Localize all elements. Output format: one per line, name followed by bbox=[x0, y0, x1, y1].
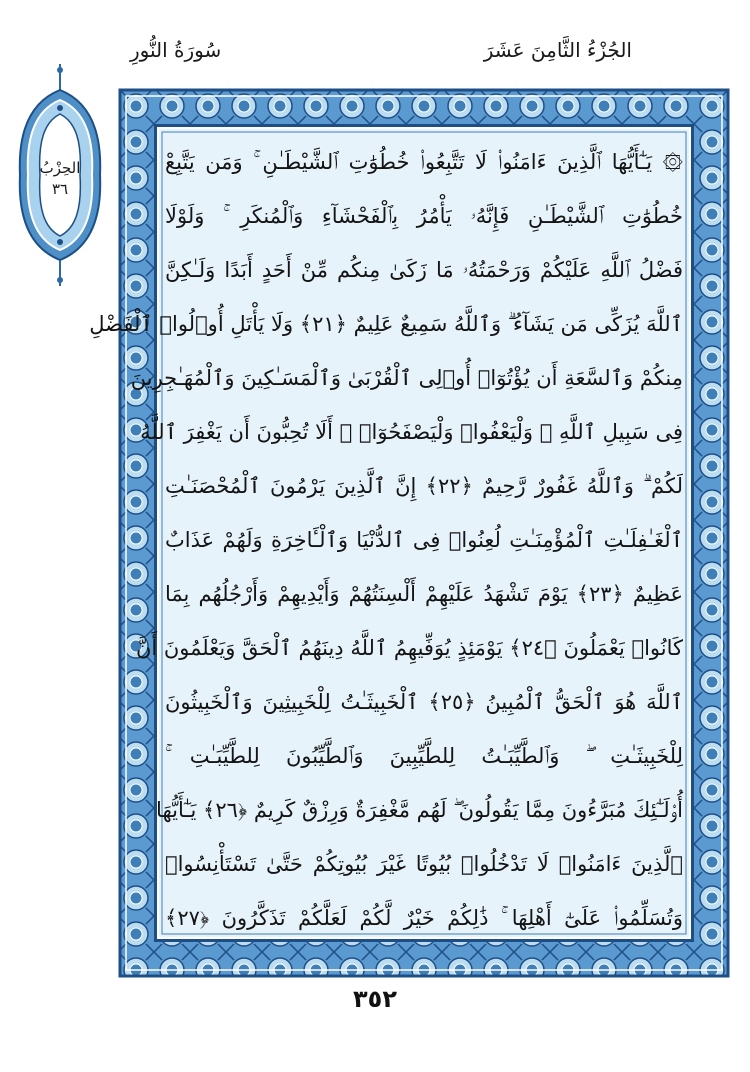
verse-line: خُطُوَٰتِ ٱلشَّيْطَـٰنِ فَإِنَّهُۥ يَأْمُرُ بِٱلْفَحْشَآءِ وَٱلْمُنكَرِ ۚ وَلَوْلَا bbox=[165, 204, 683, 228]
verse-line: ٱلْغَـٰفِلَـٰتِ ٱلْمُؤْمِنَـٰتِ لُعِنُوا۟ فِى ٱلدُّنْيَا وَٱلْـَٔاخِرَةِ وَلَهُمْ عَذَابٌ bbox=[165, 528, 683, 552]
verse-line: ٱللَّهَ هُوَ ٱلْحَقُّ ٱلْمُبِينُ ﴿٢٥﴾ ٱلْخَبِيثَـٰتُ لِلْخَبِيثِينَ وَٱلْخَبِيثُونَ bbox=[165, 690, 683, 714]
verse-line: ٱللَّهَ يُزَكِّى مَن يَشَآءُ ۗ وَٱللَّهُ سَمِيعٌ عَلِيمٌ ﴿٢١﴾ وَلَا يَأْتَلِ أُو۟لُوا۟ ٱلْفَضْلِ bbox=[89, 312, 683, 336]
juz-name: الجُزْءُ الثَّامِنَ عَشَرَ bbox=[483, 38, 632, 62]
verses-block bbox=[89, 139, 683, 930]
verse-line: لَكُمْ ۗ وَٱللَّهُ غَفُورٌ رَّحِيمٌ ﴿٢٢﴾ إِنَّ ٱلَّذِينَ يَرْمُونَ ٱلْمُحْصَنَـٰتِ bbox=[165, 474, 683, 498]
verse-line: أُو۟لَـٰٓئِكَ مُبَرَّءُونَ مِمَّا يَقُولُونَ ۖ لَهُم مَّغْفِرَةٌ وَرِزْقٌ كَرِيمٌ ﴿٢٦﴾ يَـٰٓأَيُّهَا bbox=[156, 798, 683, 822]
verse-line: وَتُسَلِّمُوا۟ عَلَىٰٓ أَهْلِهَا ۚ ذَٰلِكُمْ خَيْرٌ لَّكُمْ لَعَلَّكُمْ تَذَكَّرُونَ ﴿٢٧﴾ bbox=[165, 906, 683, 930]
verse-line: مِنكُمْ وَٱلسَّعَةِ أَن يُؤْتُوٓا۟ أُو۟لِى ٱلْقُرْبَىٰ وَٱلْمَسَـٰكِينَ وَٱلْمُهَـٰجِرِينَ bbox=[130, 366, 683, 390]
hizb-label: الحِزْبُ bbox=[39, 159, 81, 177]
verse-line: فِى سَبِيلِ ٱللَّهِ ۖ وَلْيَعْفُوا۟ وَلْيَصْفَحُوٓا۟ ۗ أَلَا تُحِبُّونَ أَن يَغْفِرَ ٱللَّهُ bbox=[140, 420, 683, 444]
verse-line: فَضْلُ ٱللَّهِ عَلَيْكُمْ وَرَحْمَتُهُۥ مَا زَكَىٰ مِنكُم مِّنْ أَحَدٍ أَبَدًا وَلَـٰكِنَّ bbox=[165, 258, 683, 282]
verse-line: كَانُوا۟ يَعْمَلُونَ ﴿٢٤﴾ يَوْمَئِذٍ يُوَفِّيهِمُ ٱللَّهُ دِينَهُمُ ٱلْحَقَّ وَيَعْلَمُونَ أَنَّ bbox=[135, 636, 683, 660]
page-number: ٣٥٢ bbox=[353, 985, 397, 1013]
hizb-number: ٣٦ bbox=[51, 180, 69, 198]
surah-name: سُورَةُ النُّورِ bbox=[130, 38, 222, 62]
verse-line: لِلْخَبِيثَـٰتِ ۖ وَٱلطَّيِّبَـٰتُ لِلطَّيِّبِينَ وَٱلطَّيِّبُونَ لِلطَّيِّبَـٰتِ ۚ bbox=[165, 744, 683, 768]
verse-line: ٱلَّذِينَ ءَامَنُوا۟ لَا تَدْخُلُوا۟ بُيُوتًا غَيْرَ بُيُوتِكُمْ حَتَّىٰ تَسْتَأْنِسُوا۟ bbox=[165, 852, 683, 876]
hizb-marker bbox=[14, 62, 106, 288]
verse-line: عَظِيمٌ ﴿٢٣﴾ يَوْمَ تَشْهَدُ عَلَيْهِمْ أَلْسِنَتُهُمْ وَأَيْدِيهِمْ وَأَرْجُلُهُم بِمَا bbox=[165, 582, 683, 606]
verse-line: ۞ يَـٰٓأَيُّهَا ٱلَّذِينَ ءَامَنُوا۟ لَا تَتَّبِعُوا۟ خُطُوَٰتِ ٱلشَّيْطَـٰنِ ۚ وَمَن يَتَّبِعْ bbox=[165, 150, 683, 174]
